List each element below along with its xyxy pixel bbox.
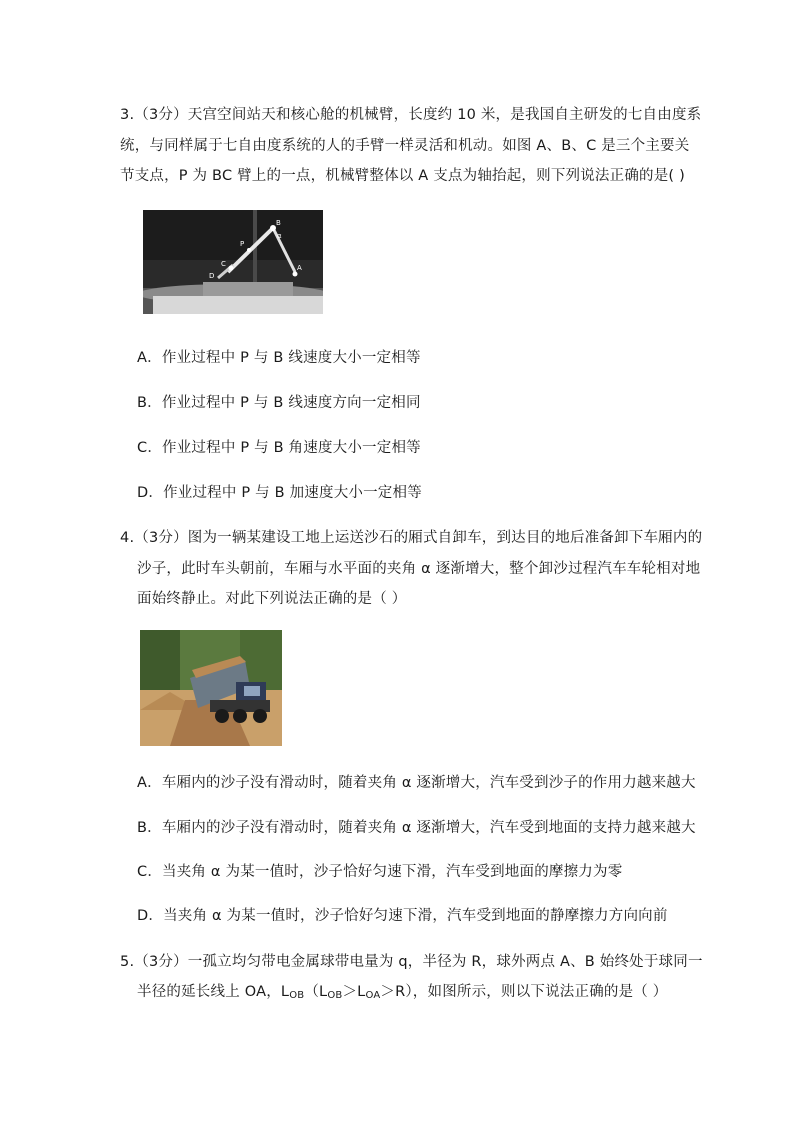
q3-number: 3 xyxy=(120,107,130,123)
q3-stem-1: 天宫空间站天和核心舱的机械臂，长度约 10 米，是我国自主研发的七自由度系 xyxy=(187,107,702,123)
q3-score: （3分） xyxy=(134,107,188,123)
q4-stem-1: 图为一辆某建设工地上运送沙石的厢式自卸车，到达目的地后准备卸下车厢内的 xyxy=(187,530,703,546)
q3-option-c: C．作业过程中 P 与 B 角速度大小一定相等 xyxy=(137,440,421,456)
label-d: D xyxy=(209,272,215,280)
q4-stem-2: 沙子，此时车头朝前，车厢与水平面的夹角 α 逐渐增大，整个卸沙过程汽车车轮相对地 xyxy=(137,561,701,577)
q4-option-a: A．车厢内的沙子没有滑动时，随着夹角 α 逐渐增大，汽车受到沙子的作用力越来越大 xyxy=(137,775,696,791)
robotic-arm-photo xyxy=(143,210,323,314)
q4-number: 4 xyxy=(120,530,130,546)
q3-stem-2: 统，与同样属于七自由度系统的人的手臂一样灵活和机动。如图 A、B、C 是三个主要关 xyxy=(120,138,690,154)
q4-option-b: B．车厢内的沙子没有滑动时，随着夹角 α 逐渐增大，汽车受到地面的支持力越来越大 xyxy=(137,820,696,836)
q5-sub-ob-2: OB xyxy=(327,990,343,1001)
dump-truck-photo xyxy=(140,630,282,746)
q3-option-d: D．作业过程中 P 与 B 加速度大小一定相等 xyxy=(137,485,422,501)
q5-stem-2a: 半径的延长线上 xyxy=(137,984,245,1000)
q5-sub-oa: OA xyxy=(365,990,381,1001)
q4-line-2 xyxy=(137,557,700,578)
q5-stem-2c: （L xyxy=(304,984,328,1000)
label-a: A xyxy=(297,264,302,272)
q4-stem-3: 面始终静止。对此下列说法正确的是（ ） xyxy=(137,591,407,607)
q4-line-3 xyxy=(137,587,406,608)
q5-oa: OA xyxy=(244,984,267,1000)
q5-line-1: 5.（3分）一孤立均匀带电金属球带电量为 q，半径为 R，球外两点 A、B 始终处于球同一 xyxy=(120,954,703,970)
robotic-arm-illustration xyxy=(143,210,323,314)
q4-option-d: D．当夹角 α 为某一值时，沙子恰好匀速下滑，汽车受到地面的静摩擦力方向向前 xyxy=(137,908,668,924)
q3-stem-3: 节支点，P 为 BC 臂上的一点，机械臂整体以 A 支点为轴抬起，则下列说法正确的是( ) xyxy=(120,168,685,184)
q3-line-1: 3.（3分）天宫空间站天和核心舱的机械臂，长度约 10 米，是我国自主研发的七自由度系 xyxy=(120,107,702,123)
label-alpha: α xyxy=(277,232,282,240)
label-c: C xyxy=(221,260,226,268)
q5-stem-2d: ＞L xyxy=(342,984,366,1000)
q5-stem-2e: ＞R），如图所示，则以下说法正确的是（ ） xyxy=(380,984,668,1000)
q5-stem-1: 一孤立均匀带电金属球带电量为 q，半径为 R，球外两点 A、B 始终处于球同一 xyxy=(187,954,703,970)
dump-truck-illustration xyxy=(140,630,282,746)
q5-line-2 xyxy=(137,980,668,1001)
q3-option-b: B．作业过程中 P 与 B 线速度方向一定相同 xyxy=(137,395,421,411)
label-b: B xyxy=(276,219,281,227)
q4-score: （3分） xyxy=(134,530,188,546)
label-p: P xyxy=(240,240,245,248)
q5-stem-2b: ，L xyxy=(266,984,290,1000)
q3-line-3 xyxy=(120,164,685,185)
q3-option-a: A．作业过程中 P 与 B 线速度大小一定相等 xyxy=(137,350,421,366)
q4-line-1: 4.（3分）图为一辆某建设工地上运送沙石的厢式自卸车，到达目的地后准备卸下车厢内的 xyxy=(120,530,703,546)
q3-line-2 xyxy=(120,134,689,155)
q5-sub-ob-1: OB xyxy=(289,990,305,1001)
q5-score: （3分） xyxy=(134,954,188,970)
q4-option-c: C．当夹角 α 为某一值时，沙子恰好匀速下滑，汽车受到地面的摩擦力为零 xyxy=(137,864,623,880)
q5-number: 5 xyxy=(120,954,130,970)
